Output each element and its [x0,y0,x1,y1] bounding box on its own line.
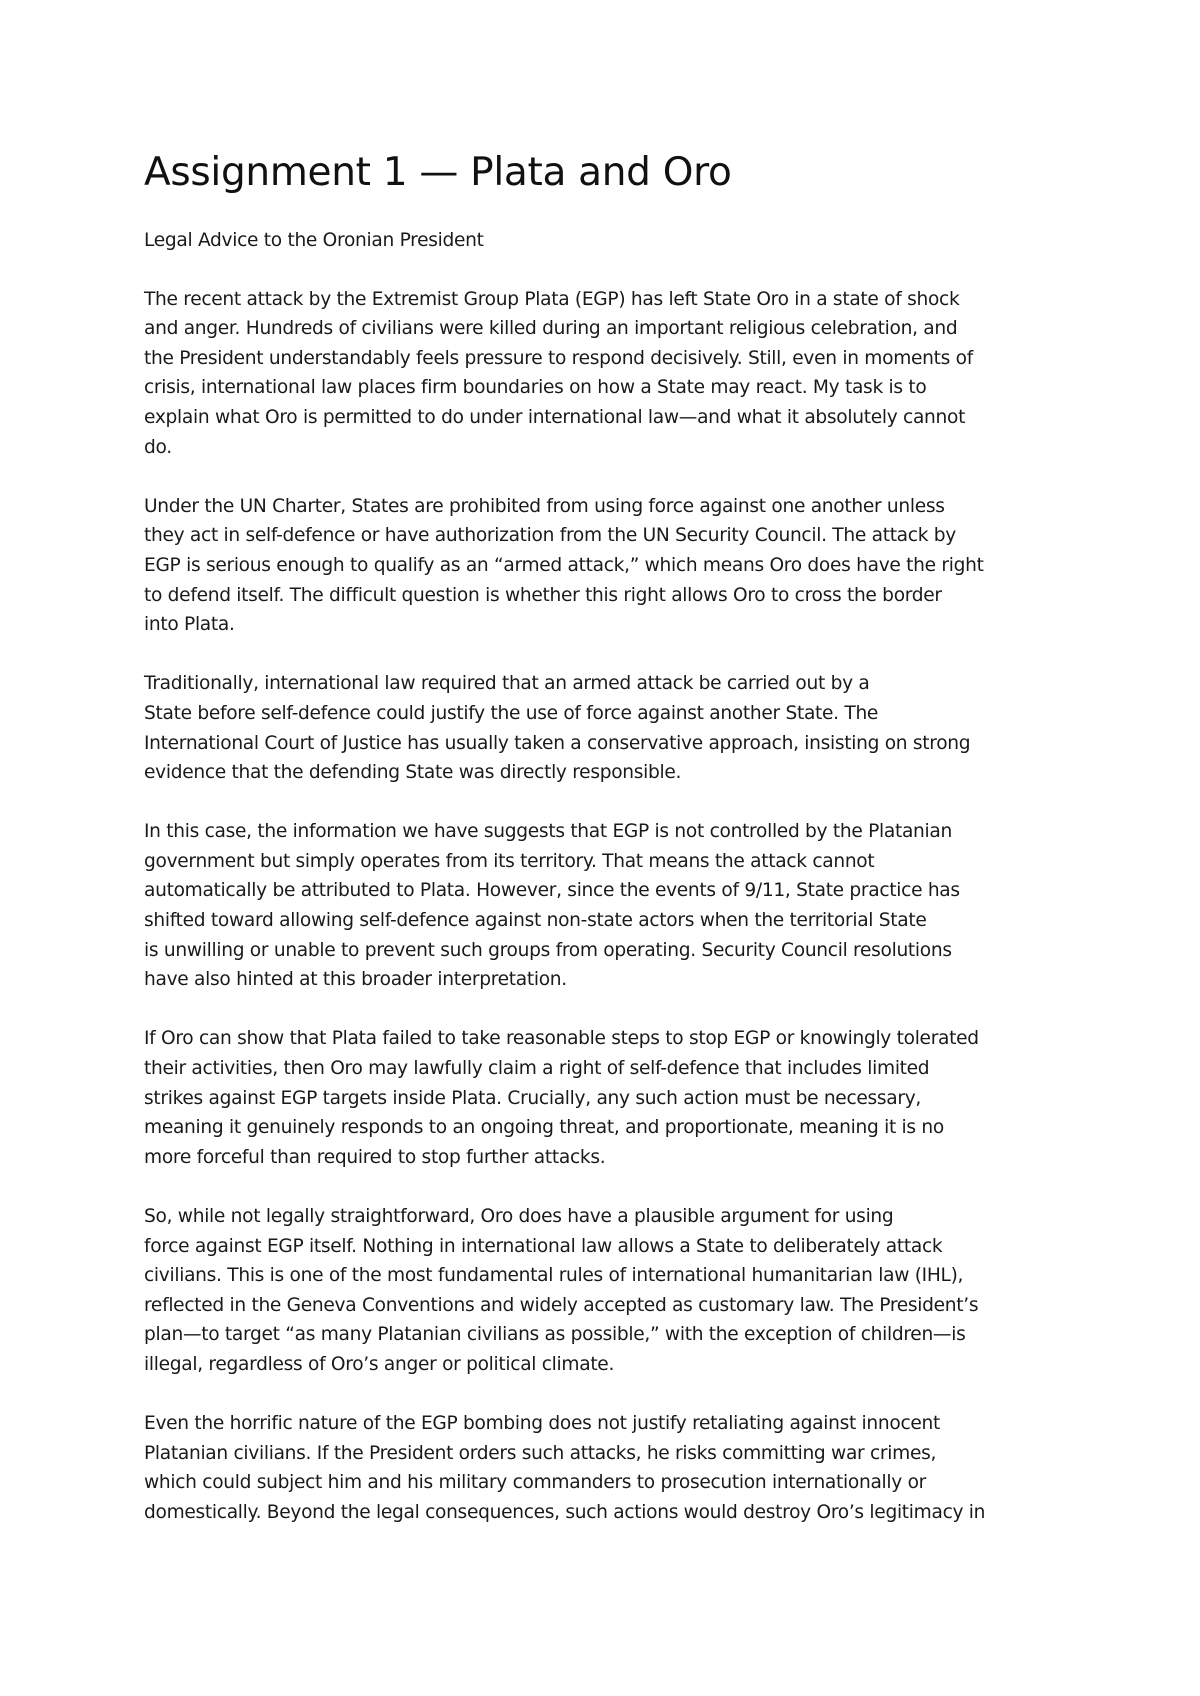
paragraph-line: more forceful than required to stop further attacks. [144,1146,606,1168]
paragraph-line: do. [144,436,172,458]
paragraph-line: force against EGP itself. Nothing in international law allows a State to deliberately attack [144,1235,943,1257]
body-paragraph [144,817,1074,995]
paragraph-line: EGP is serious enough to qualify as an “armed attack,” which means Oro does have the right [144,554,984,576]
document-subtitle: Legal Advice to the Oronian President [144,230,484,251]
body-paragraph [144,1409,1074,1527]
paragraph-line: is unwilling or unable to prevent such groups from operating. Security Council resolutions [144,939,952,961]
paragraph-line: The recent attack by the Extremist Group Plata (EGP) has left State Oro in a state of shock [144,288,960,310]
paragraph-line: and anger. Hundreds of civilians were killed during an important religious celebration, and [144,318,958,340]
paragraph-line: plan—to target “as many Platanian civilians as possible,” with the exception of children—is [144,1324,966,1346]
paragraph-line: Platanian civilians. If the President orders such attacks, he risks committing war crimes, [144,1442,937,1464]
body-paragraph [144,1202,1074,1380]
paragraph-line: strikes against EGP targets inside Plata. Crucially, any such action must be necessary, [144,1087,922,1109]
paragraph-line: domestically. Beyond the legal consequences, such actions would destroy Oro’s legitimacy in [144,1501,986,1523]
paragraph-line: the President understandably feels pressure to respond decisively. Still, even in moments of [144,347,973,369]
body-paragraph [144,669,1074,787]
paragraph-line: meaning it genuinely responds to an ongoing threat, and proportionate, meaning it is no [144,1117,944,1139]
paragraph-line: their activities, then Oro may lawfully claim a right of self-defence that includes limited [144,1058,930,1080]
paragraph-line: crisis, international law places firm boundaries on how a State may react. My task is to [144,377,927,399]
body-paragraph [144,1024,1074,1172]
paragraph-line: State before self-defence could justify the use of force against another State. The [144,702,879,724]
paragraph-line: they act in self-defence or have authorization from the UN Security Council. The attack by [144,525,956,547]
body-paragraph [144,285,1074,463]
paragraph-line: to defend itself. The difficult question is whether this right allows Oro to cross the border [144,584,942,606]
paragraph-line: civilians. This is one of the most fundamental rules of international humanitarian law (IHL), [144,1265,964,1287]
document-body [144,148,1074,1557]
paragraph-line: automatically be attributed to Plata. However, since the events of 9/11, State practice has [144,880,960,902]
document-title: Assignment 1 — Plata and Oro [144,150,732,195]
paragraph-line: So, while not legally straightforward, Oro does have a plausible argument for using [144,1206,894,1227]
paragraph-line: In this case, the information we have suggests that EGP is not controlled by the Platanian [144,821,952,843]
paragraph-line: International Court of Justice has usually taken a conservative approach, insisting on strong [144,732,971,754]
paragraph-list [144,285,1074,1528]
paragraph-line: explain what Oro is permitted to do under international law—and what it absolutely cannot [144,406,966,428]
body-paragraph [144,492,1074,640]
paragraph-line: into Plata. [144,614,235,636]
paragraph-line: Traditionally, international law required that an armed attack be carried out by a [144,673,870,695]
paragraph-line: which could subject him and his military commanders to prosecution internationally or [144,1472,927,1494]
paragraph-line: Under the UN Charter, States are prohibited from using force against one another unless [144,495,945,517]
paragraph-line: If Oro can show that Plata failed to take reasonable steps to stop EGP or knowingly tolerated [144,1028,979,1050]
paragraph-line: have also hinted at this broader interpretation. [144,969,567,991]
paragraph-line: evidence that the defending State was directly responsible. [144,762,682,784]
paragraph-line: illegal, regardless of Oro’s anger or political climate. [144,1353,615,1375]
paragraph-line: government but simply operates from its territory. That means the attack cannot [144,850,875,872]
paragraph-line: reflected in the Geneva Conventions and widely accepted as customary law. The President’s [144,1294,979,1316]
paragraph-line: Even the horrific nature of the EGP bombing does not justify retaliating against innocent [144,1413,941,1435]
paragraph-line: shifted toward allowing self-defence against non-state actors when the territorial State [144,910,927,932]
